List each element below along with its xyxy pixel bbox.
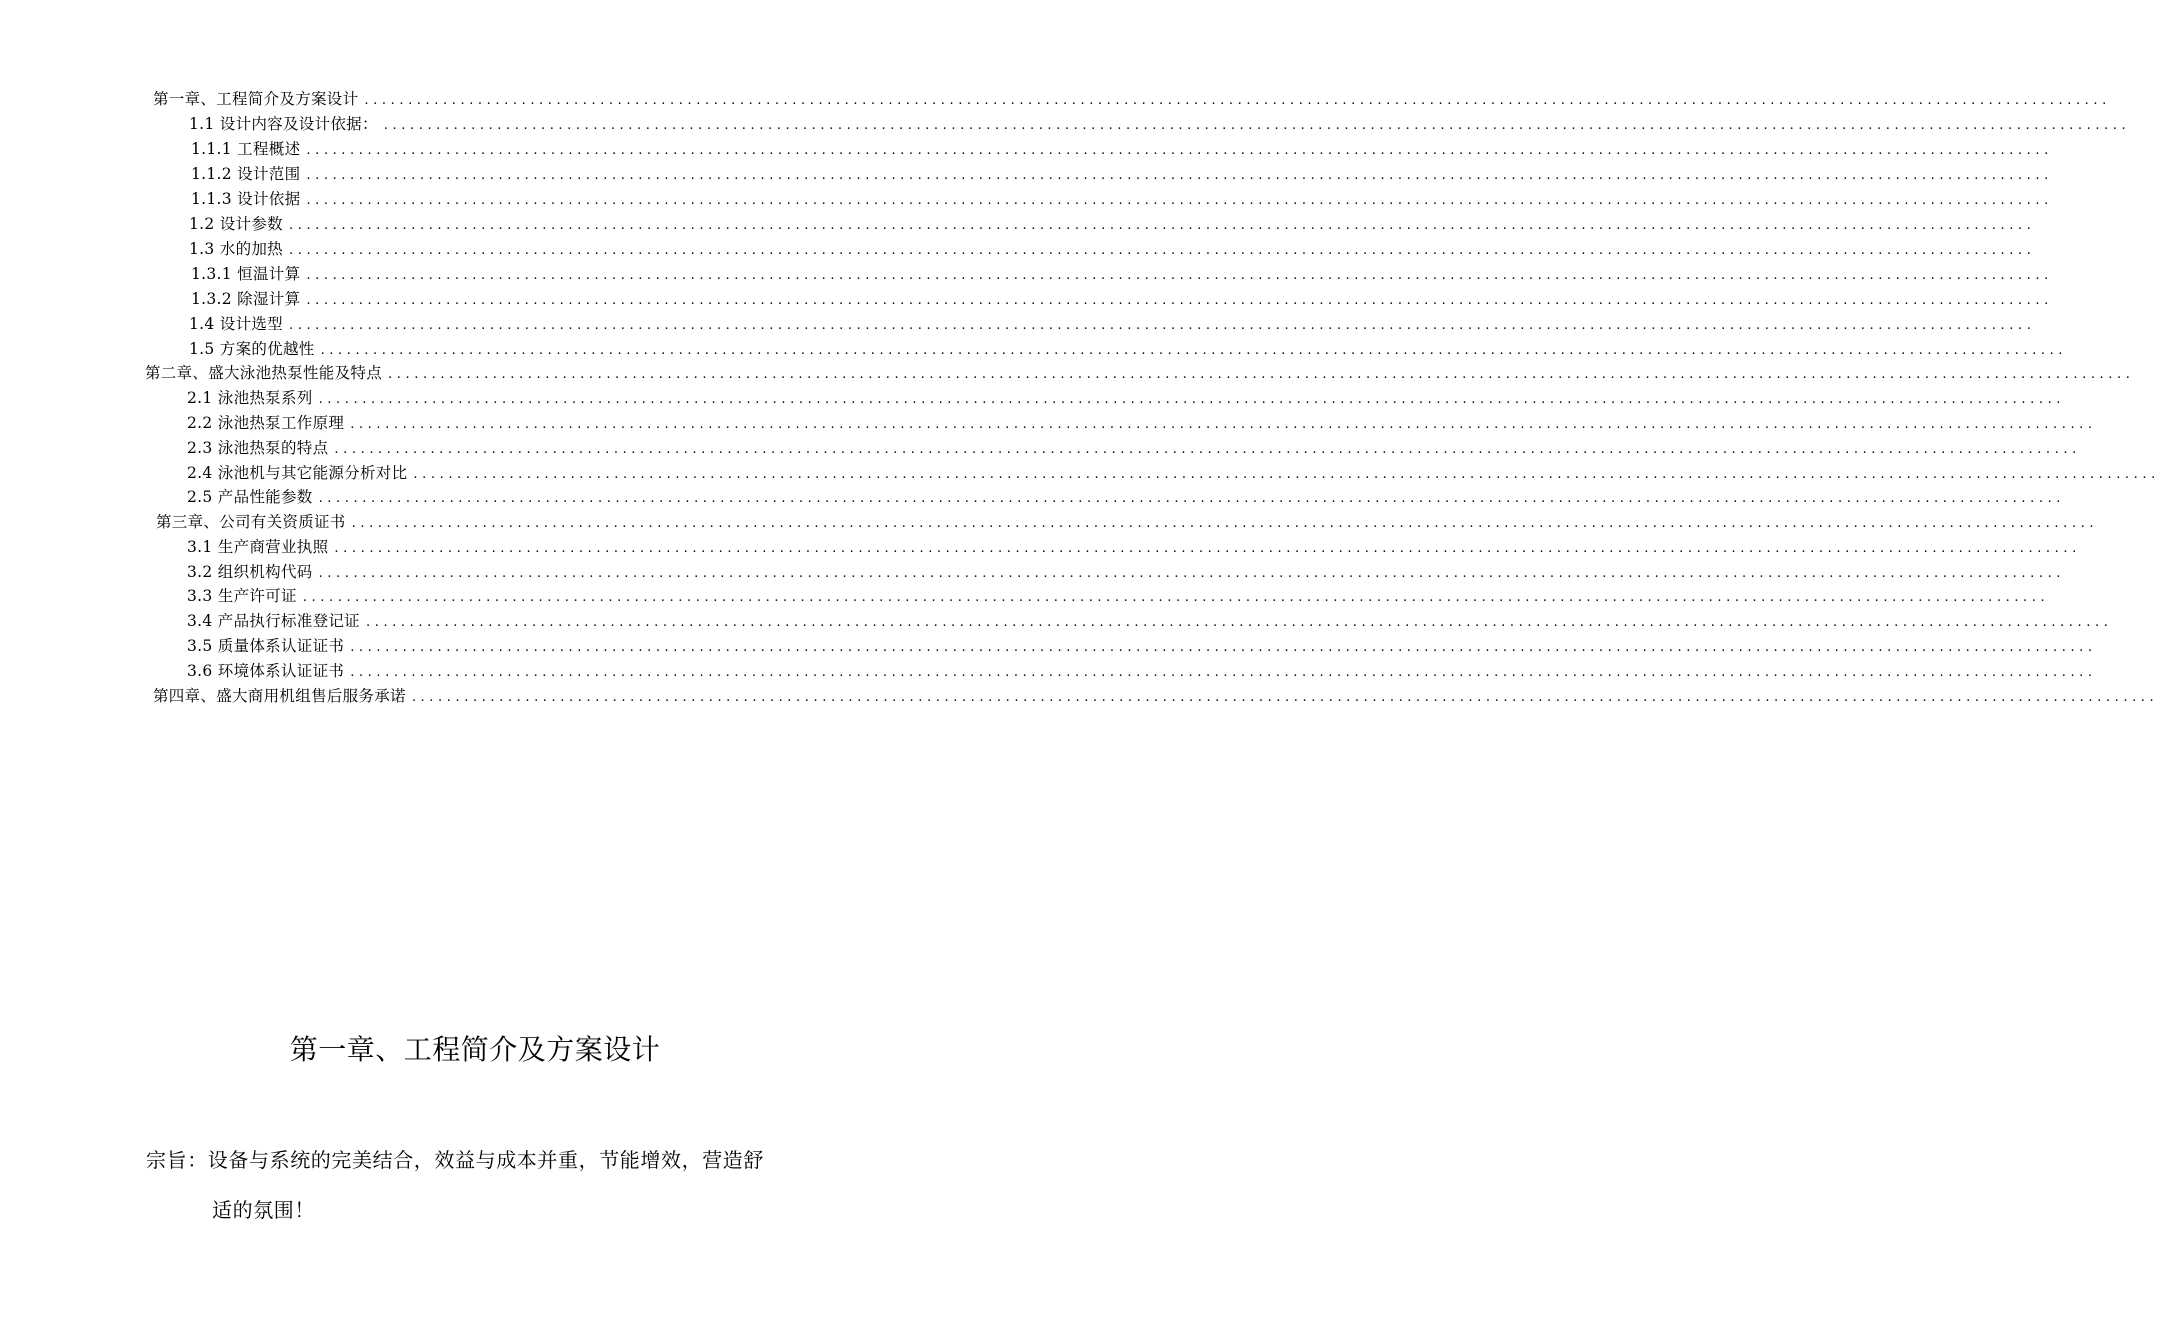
toc-entry[interactable] bbox=[187, 535, 2081, 559]
toc-dot-leader: ........................................................................................................................................................................................................ bbox=[320, 343, 2068, 358]
motto-line: 宗旨：设备与系统的完美结合，效益与成本并重，节能增效，营造舒 bbox=[146, 1148, 764, 1172]
toc-entry-label: 第四章、盛大商用机组售后服务承诺 bbox=[153, 687, 406, 705]
toc-entry[interactable] bbox=[187, 634, 2097, 658]
toc-dot-leader: ........................................................................................................................................................................................................ bbox=[318, 392, 2066, 407]
toc-dot-leader: ........................................................................................................................................................................................................ bbox=[306, 168, 2053, 183]
toc-dot-leader: ........................................................................................................................................................................................................ bbox=[288, 218, 2036, 233]
toc-entry-label: 3.1 生产商营业执照 bbox=[187, 538, 329, 556]
toc-entry-label: 3.2 组织机构代码 bbox=[187, 563, 313, 581]
toc-entry-label: 3.5 质量体系认证证书 bbox=[187, 637, 345, 655]
toc-entry-label: 第一章、工程简介及方案设计 bbox=[153, 90, 359, 108]
toc-dot-leader: ........................................................................................................................................................................................................ bbox=[413, 467, 2160, 482]
toc-dot-leader: ........................................................................................................................................................................................................ bbox=[351, 516, 2099, 531]
toc-entry-label: 1.1.2 设计范围 bbox=[191, 165, 301, 183]
toc-entry[interactable] bbox=[187, 386, 2066, 410]
toc-dot-leader: ........................................................................................................................................................................................................ bbox=[364, 93, 2111, 108]
toc-entry[interactable] bbox=[187, 411, 2097, 435]
toc-dot-leader: ........................................................................................................................................................................................................ bbox=[318, 491, 2066, 506]
toc-dot-leader: ........................................................................................................................................................................................................ bbox=[306, 193, 2053, 208]
toc-entry-label: 1.5 方案的优越性 bbox=[189, 340, 315, 358]
toc-dot-leader: ........................................................................................................................................................................................................ bbox=[288, 243, 2036, 258]
toc-entry-label: 2.3 泳池热泵的特点 bbox=[187, 439, 329, 457]
motto-line: 适的氛围！ bbox=[212, 1198, 315, 1222]
toc-entry[interactable] bbox=[145, 361, 2135, 385]
motto-paragraph bbox=[146, 1135, 826, 1235]
toc-entry[interactable] bbox=[189, 337, 2068, 361]
toc-entry[interactable] bbox=[191, 262, 2053, 286]
toc-entry-label: 1.1.1 工程概述 bbox=[191, 140, 301, 158]
toc-dot-leader: ........................................................................................................................................................................................................ bbox=[306, 143, 2053, 158]
toc-entry-label: 1.1 设计内容及设计依据： bbox=[189, 115, 378, 133]
toc-entry-label: 2.1 泳池热泵系列 bbox=[187, 389, 313, 407]
toc-entry[interactable] bbox=[187, 609, 2113, 633]
toc-entry-label: 2.2 泳池热泵工作原理 bbox=[187, 414, 345, 432]
toc-entry[interactable] bbox=[191, 187, 2053, 211]
toc-entry-label: 1.2 设计参数 bbox=[189, 215, 283, 233]
toc-dot-leader: ........................................................................................................................................................................................................ bbox=[350, 665, 2097, 680]
toc-entry-label: 第三章、公司有关资质证书 bbox=[156, 513, 346, 531]
toc-entry[interactable] bbox=[191, 287, 2053, 311]
toc-entry[interactable] bbox=[191, 137, 2053, 161]
toc-entry[interactable] bbox=[187, 485, 2066, 509]
toc-entry[interactable] bbox=[153, 684, 2159, 708]
toc-entry[interactable] bbox=[187, 461, 2160, 485]
toc-dot-leader: ........................................................................................................................................................................................................ bbox=[365, 615, 2113, 630]
toc-dot-leader: ........................................................................................................................................................................................................ bbox=[334, 442, 2081, 457]
toc-dot-leader: ........................................................................................................................................................................................................ bbox=[288, 318, 2036, 333]
toc-entry[interactable] bbox=[189, 312, 2036, 336]
toc-entry-label: 1.3.2 除湿计算 bbox=[191, 290, 301, 308]
toc-entry-label: 1.4 设计选型 bbox=[189, 315, 283, 333]
toc-dot-leader: ........................................................................................................................................................................................................ bbox=[318, 566, 2066, 581]
toc-entry[interactable] bbox=[156, 510, 2099, 534]
toc-entry[interactable] bbox=[187, 560, 2066, 584]
toc-entry-label: 1.1.3 设计依据 bbox=[191, 190, 301, 208]
toc-entry-label: 3.6 环境体系认证证书 bbox=[187, 662, 345, 680]
toc-entry[interactable] bbox=[187, 659, 2097, 683]
toc-entry-label: 3.3 生产许可证 bbox=[187, 587, 297, 605]
toc-dot-leader: ........................................................................................................................................................................................................ bbox=[350, 417, 2097, 432]
toc-entry[interactable] bbox=[187, 584, 2050, 608]
toc-entry-label: 第二章、盛大泳池热泵性能及特点 bbox=[145, 364, 383, 382]
toc-dot-leader: ........................................................................................................................................................................................................ bbox=[383, 118, 2131, 133]
toc-dot-leader: ........................................................................................................................................................................................................ bbox=[411, 690, 2159, 705]
chapter-title: 第一章、工程简介及方案设计 bbox=[289, 1033, 661, 1066]
toc-entry[interactable] bbox=[189, 112, 2131, 136]
toc-entry[interactable] bbox=[189, 237, 2036, 261]
toc-entry-label: 1.3 水的加热 bbox=[189, 240, 283, 258]
toc-dot-leader: ........................................................................................................................................................................................................ bbox=[388, 367, 2135, 382]
toc-entry[interactable] bbox=[153, 87, 2111, 111]
toc-entry[interactable] bbox=[189, 212, 2036, 236]
toc-dot-leader: ........................................................................................................................................................................................................ bbox=[302, 590, 2050, 605]
toc-entry-label: 2.5 产品性能参数 bbox=[187, 488, 313, 506]
toc-entry-label: 1.3.1 恒温计算 bbox=[191, 265, 301, 283]
toc-dot-leader: ........................................................................................................................................................................................................ bbox=[306, 268, 2053, 283]
toc-dot-leader: ........................................................................................................................................................................................................ bbox=[350, 640, 2097, 655]
toc-entry[interactable] bbox=[187, 436, 2081, 460]
toc-dot-leader: ........................................................................................................................................................................................................ bbox=[306, 293, 2053, 308]
toc-entry[interactable] bbox=[191, 162, 2053, 186]
toc-entry-label: 3.4 产品执行标准登记证 bbox=[187, 612, 360, 630]
toc-entry-label: 2.4 泳池机与其它能源分析对比 bbox=[187, 464, 408, 482]
toc-dot-leader: ........................................................................................................................................................................................................ bbox=[334, 541, 2081, 556]
